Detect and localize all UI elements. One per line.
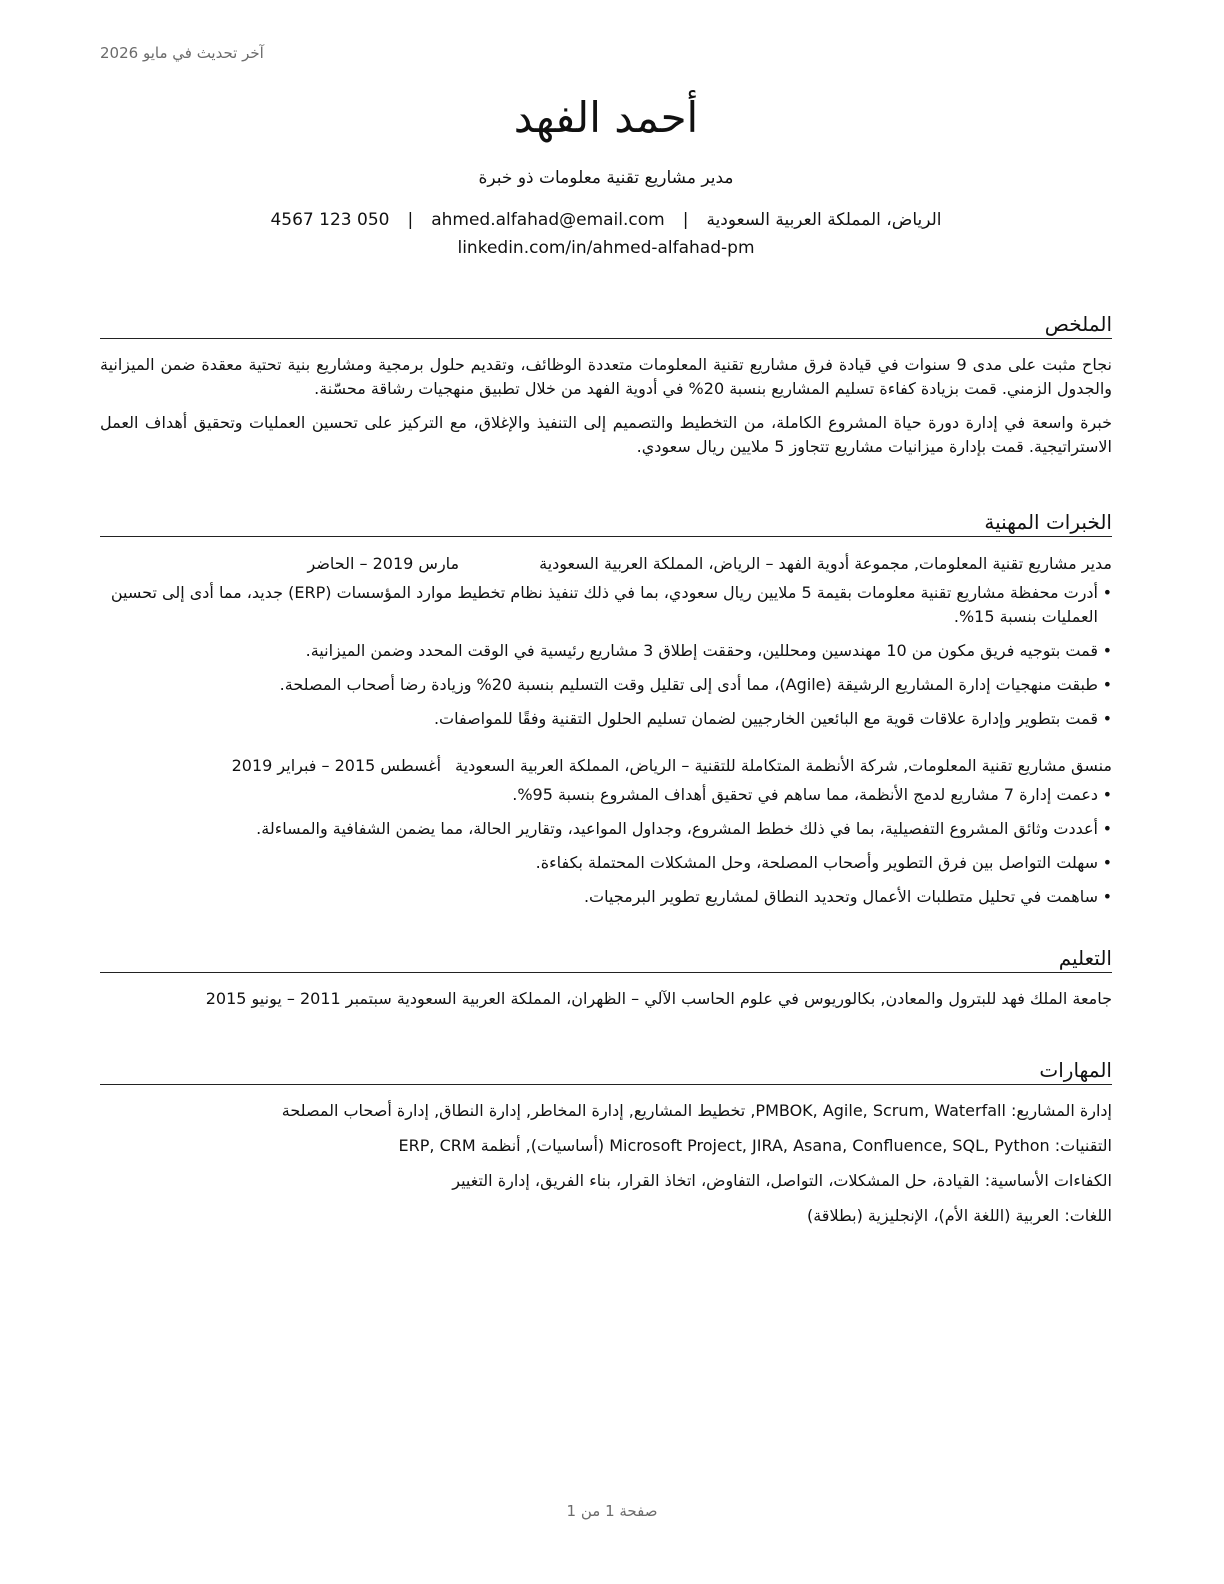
job-heading-row	[100, 551, 1112, 577]
experience-section	[100, 508, 1112, 919]
education-entry: جامعة الملك فهد للبترول والمعادن, بكالوريوس في علوم الحاسب الآلي – الظهران، المملكة العربية السعودية سبتمبر 2011 – يونيو 2015	[205, 989, 1112, 1008]
list-item: • طبقت منهجيات إدارة المشاريع الرشيقة (Agile)، مما أدى إلى تقليل وقت التسليم بنسبة 20% وزيادة رضا أصحاب المصلحة.	[100, 673, 1112, 697]
job-dates: مارس 2019 – الحاضر	[307, 554, 460, 573]
section-title-summary: الملخص	[100, 310, 1112, 339]
skills-line: الكفاءات الأساسية: القيادة، حل المشكلات، التواصل، التفاوض، اتخاذ القرار، بناء الفريق، إدارة التغيير	[452, 1171, 1112, 1190]
page-indicator: صفحة 1 من 1	[566, 1502, 658, 1520]
list-item: • دعمت إدارة 7 مشاريع لدمج الأنظمة، مما ساهم في تحقيق أهداف المشروع بنسبة 95%.	[100, 783, 1112, 807]
list-item: • أعددت وثائق المشروع التفصيلية، بما في ذلك خطط المشروع، وجداول المواعيد، وتقارير الحالة، مما يضمن الشفافية والمساءلة.	[100, 817, 1112, 841]
resume-header	[100, 88, 1112, 258]
list-item: • سهلت التواصل بين فرق التطوير وأصحاب المصلحة، وحل المشكلات المحتملة بكفاءة.	[100, 851, 1112, 875]
list-item: • قمت بتوجيه فريق مكون من 10 مهندسين ومحللين، وحققت إطلاق 3 مشاريع رئيسية في الوقت المحدد وضمن الميزانية.	[100, 639, 1112, 663]
education-section	[100, 944, 1112, 1011]
job-bullets	[100, 783, 1112, 909]
job-entry	[100, 551, 1112, 731]
section-title-education: التعليم	[100, 944, 1112, 973]
section-title-experience: الخبرات المهنية	[100, 508, 1112, 537]
job-entry	[100, 753, 1112, 909]
summary-paragraph: خبرة واسعة في إدارة دورة حياة المشروع الكاملة، من التخطيط والتصميم إلى التنفيذ والإغلاق، مع التركيز على تحسين العمليات وتحقيق أهداف العمل الاستراتيجية. قمت بإدارة ميزانيات مشاريع تتجاوز 5 ملايين ريال سعودي.	[100, 413, 1112, 456]
list-item: • قمت بتطوير وإدارة علاقات قوية مع البائعين الخارجيين لضمان تسليم الحلول التقنية وفقًا للمواصفات.	[100, 707, 1112, 731]
job-heading-row	[100, 753, 1112, 779]
last-updated-note: آخر تحديث في مايو 2026	[100, 44, 264, 62]
contact-separator: |	[407, 210, 414, 230]
list-item: • ساهمت في تحليل متطلبات الأعمال وتحديد النطاق لمشاريع تطوير البرمجيات.	[100, 885, 1112, 909]
job-title-company: منسق مشاريع تقنية المعلومات, شركة الأنظمة المتكاملة للتقنية – الرياض، المملكة العربية السعودية	[455, 756, 1112, 775]
job-bullets	[100, 581, 1112, 731]
email-address[interactable]: ahmed.alfahad@email.com	[431, 210, 665, 230]
skills-line: إدارة المشاريع: PMBOK, Agile, Scrum, Waterfall, تخطيط المشاريع, إدارة المخاطر, إدارة النطاق, إدارة أصحاب المصلحة	[281, 1101, 1112, 1120]
person-name: أحمد الفهد	[513, 93, 699, 142]
professional-headline: مدير مشاريع تقنية معلومات ذو خبرة	[478, 168, 734, 188]
job-dates: أغسطس 2015 – فبراير 2019	[231, 756, 442, 775]
skills-section	[100, 1056, 1112, 1239]
skills-line: التقنيات: Microsoft Project, JIRA, Asana, Confluence, SQL, Python (أساسيات), أنظمة ERP, CRM	[398, 1136, 1112, 1155]
job-title-company: مدير مشاريع تقنية المعلومات, مجموعة أدوية الفهد – الرياض، المملكة العربية السعودية	[539, 554, 1112, 573]
list-item: • أدرت محفظة مشاريع تقنية معلومات بقيمة 5 ملايين ريال سعودي، بما في ذلك تنفيذ نظام تخطيط موارد المؤسسات (ERP) جديد، مما أدى إلى تحسين العمليات بنسبة 15%.	[100, 581, 1112, 629]
location: الرياض، المملكة العربية السعودية	[706, 210, 942, 230]
skills-line: اللغات: العربية (اللغة الأم)، الإنجليزية (بطلاقة)	[806, 1206, 1112, 1225]
contact-info	[100, 210, 1112, 230]
section-title-skills: المهارات	[100, 1056, 1112, 1085]
contact-separator: |	[682, 210, 689, 230]
summary-paragraph: نجاح مثبت على مدى 9 سنوات في قيادة فرق مشاريع تقنية المعلومات متعددة الوظائف، وتقديم حلول برمجية ومشاريع بنية تحتية معقدة ضمن الميزانية والجدول الزمني. قمت بزيادة كفاءة تسليم المشاريع بنسبة 20% في أدوية الفهد من خلال تطبيق منهجيات رشاقة محسّنة.	[100, 355, 1113, 398]
linkedin-link[interactable]: linkedin.com/in/ahmed-alfahad-pm	[457, 238, 755, 258]
phone-number: 050 123 4567	[270, 210, 390, 230]
summary-section	[100, 310, 1112, 469]
